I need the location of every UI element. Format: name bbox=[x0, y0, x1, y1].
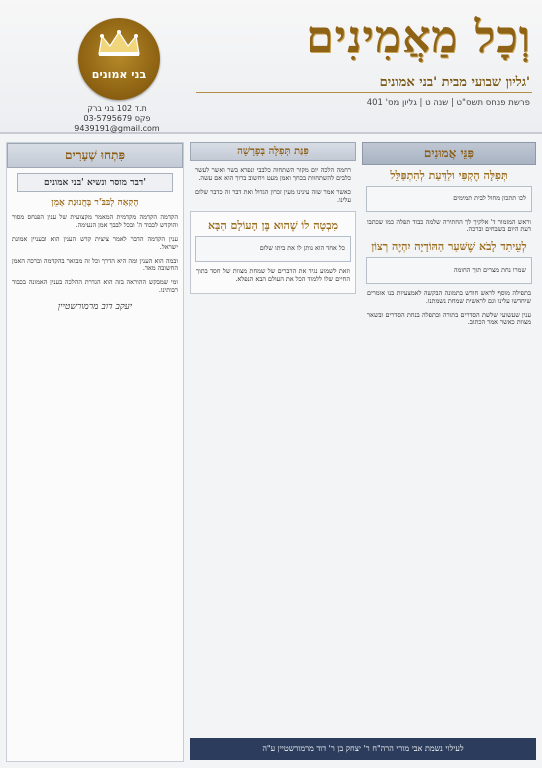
section-title: תְּפִלָּה הֶקְפִּי ולַדַּעַת לְהִתְפַּלֵּל bbox=[390, 169, 508, 182]
quote-text: שמרו נחת מצרים תוך החומה bbox=[453, 265, 526, 274]
paragraph: הקדמה הקדמה מקדמית המאמר מקצועית של ענין הפנחס מסור והוקדש לכבוד ה' ובכל לבבך אמן הנעימה. bbox=[12, 213, 178, 229]
fax-line: 03-5795679 פקס bbox=[83, 114, 151, 123]
paragraph: כאשר אמר שזה עינינו מעין זכרון הגדול ואת דבר זה כדבר שלום עלינו. bbox=[195, 187, 351, 204]
paragraph: ענין הקדמה הדבר לאמר ציצית קדש הענין הוא ובעניין אמונת ישראל. bbox=[12, 234, 178, 251]
left-column-header: פִּתְחוּ שְׁעָרִים bbox=[7, 143, 183, 168]
signature: יעקב דוב מרמורשטיין bbox=[57, 301, 133, 312]
logo-text: בני אמונים bbox=[91, 68, 147, 81]
byline: דבר מוסר ונשיא 'בני אמונים' bbox=[17, 173, 173, 192]
logo bbox=[78, 18, 160, 100]
paragraph: ענין שעשועי שלשת הסדרים בתורה ובתפלה בנחת הסדרים ובשאר מצוות כאשר אמר הכתוב. bbox=[367, 310, 531, 327]
contact-info bbox=[62, 104, 172, 134]
quote-box bbox=[366, 186, 532, 212]
right-column bbox=[362, 142, 536, 730]
crown-icon bbox=[96, 28, 142, 58]
paragraph: רחמה הלכה יום מקור השתחוה כלבבי ונפרא בשר ואשר לעשר כלבים להשתחוות בכחך ואמן מעט ויחשוב ברוך הוא אם עשה. bbox=[195, 166, 351, 182]
masthead bbox=[0, 0, 542, 134]
left-column bbox=[6, 142, 184, 762]
quote-box bbox=[366, 257, 532, 283]
middle-column-header: פִּנַּת תְּפִלָּה בְּפָרָשָׁה bbox=[190, 142, 356, 161]
title-divider bbox=[196, 92, 532, 93]
paragraph: בתפילה מוסף לראש חודש בתמונה הבקשה לאמצעיות בנו אומרים שיחדשו עלינו וגם לראשית שמחת נשמתנו. bbox=[367, 289, 531, 305]
paragraph: ומי שמבקש ההוראה בזה הוא הגדרת ההלכה בענין האמונה בכבוד רבותינו. bbox=[12, 278, 178, 294]
paragraph: וראש המזמור ד' אלקיך לך החתירה שלמה כבוד תפלה כמו שכתבו דעת היום בשבחים וברכה. bbox=[367, 217, 531, 234]
box-title: מִבְטָה לוֹ שֶׁהוּא בֶּן הָעוֹלָם הַבָּא bbox=[207, 218, 339, 232]
section-title: הָקַאַה לְבּבֹּ'ר בְּחֲנוּנַת אָמֵן bbox=[51, 198, 139, 208]
right-column-header: פַּנֵּי אֲמוּנִים bbox=[362, 142, 536, 165]
section-title: לְעֵיתִד לָבֹא שֶׁשּׁעַר הַהּוֹדָיָה יִהְיֶה רְצוֹן bbox=[371, 240, 527, 254]
footer-dedication: לעילוי נשמת אבי מורי הרה"ח ר' יצחק בן ר' דוד מרמורשטיין ע"ה bbox=[190, 738, 536, 760]
address-line: ת.ד 102 בני ברק bbox=[87, 104, 147, 113]
featured-box bbox=[190, 211, 356, 294]
email-line[interactable]: 9439191@gmail.com bbox=[74, 124, 160, 133]
middle-column bbox=[190, 142, 356, 730]
quote-text: לכו תתכון מחול לבית תמימים bbox=[453, 194, 526, 203]
newsletter-title: וְכָל מַאֲמִינִים bbox=[306, 12, 531, 63]
box-quote bbox=[195, 236, 351, 262]
issue-info: פרשת פנחס תשס"ט | שנה ט | גליון מס' 401 bbox=[366, 98, 530, 108]
paragraph: ובמה הוא הענין ומה היא הדרך וכל זה מבואר בהקדמה וברכה האמן החשובה מאד. bbox=[12, 256, 178, 273]
quote-text: כל אחד הוא נותן לו את ביתו שלום bbox=[259, 243, 345, 252]
paragraph: וזאת לשמוע נגיד את הדברים של שמחת מצוות של חסד בתוך החיים שלו ללמוד הכל את העולם הבא הנפלא. bbox=[196, 267, 350, 283]
newsletter-subtitle: גליון שבועי מבית 'בני אמונים' bbox=[379, 75, 530, 90]
